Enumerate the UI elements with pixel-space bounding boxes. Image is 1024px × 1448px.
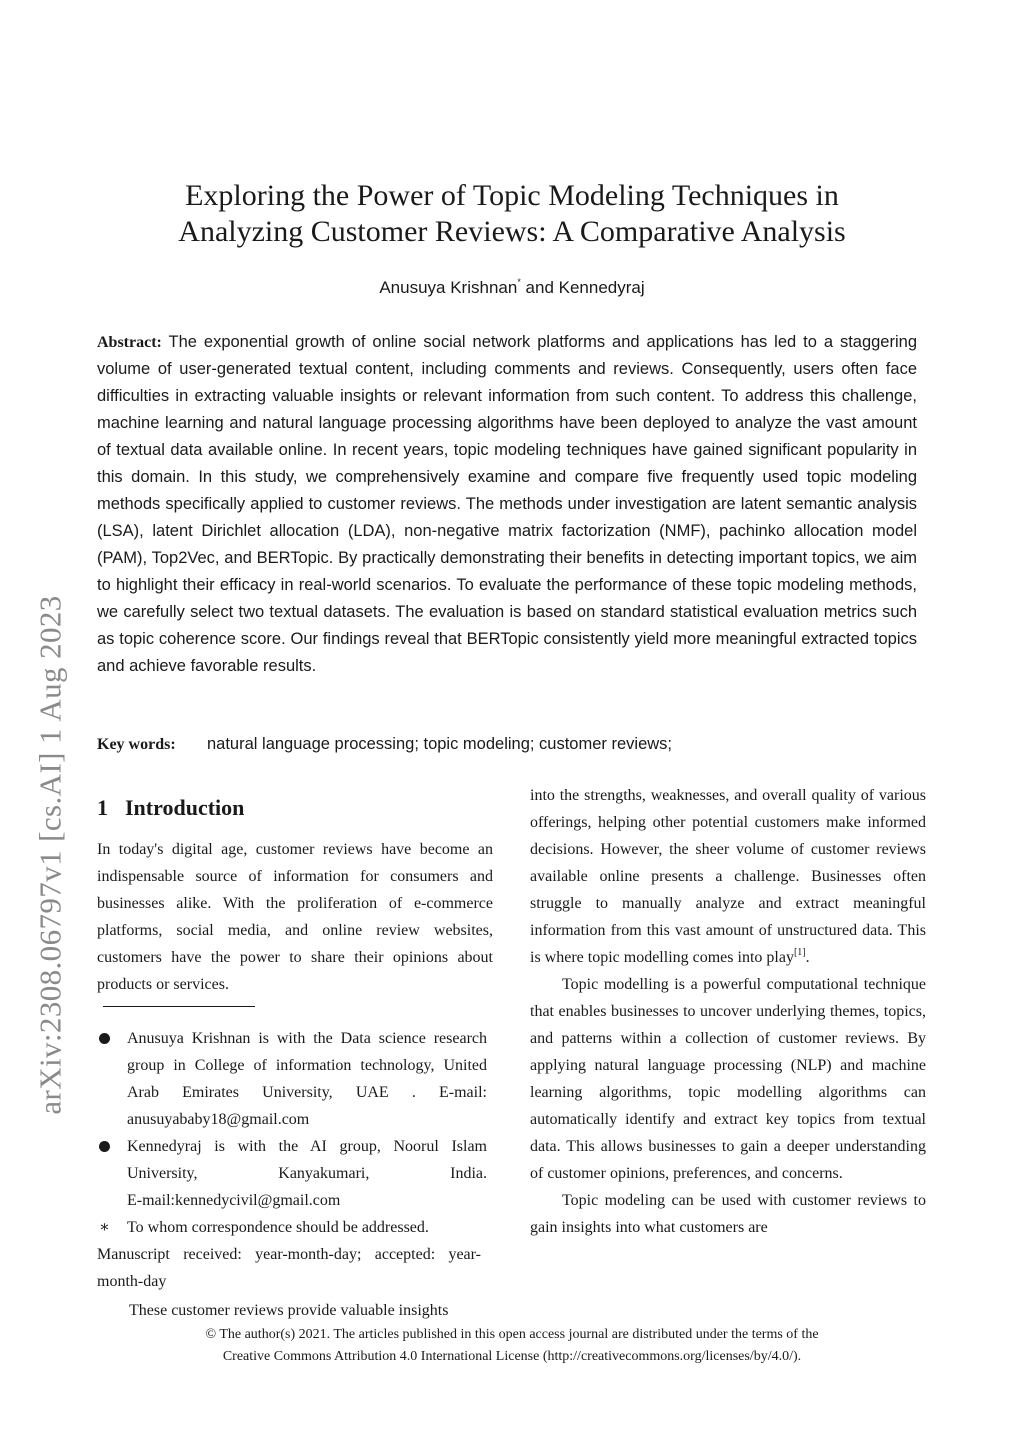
license-line-2: Creative Commons Attribution 4.0 International License (http://creativecommons.org/licenses/by/4.0/). — [222, 1349, 802, 1364]
arxiv-identifier-stamp — [26, 570, 76, 1140]
footnote-author-2 — [97, 1133, 487, 1214]
section-number: 1 — [97, 795, 108, 820]
intro-paragraph-2-end: . — [805, 949, 810, 966]
keywords-label: Key words: — [97, 736, 176, 753]
footnote-author-2-email: E-mail:kennedycivil@gmail.com — [127, 1192, 341, 1209]
footnote-author-1 — [97, 1025, 487, 1133]
intro-paragraph-2-start: These customer reviews provide valuable insights — [129, 1302, 449, 1319]
footnote-correspondence-text: To whom correspondence should be addressed. — [127, 1219, 429, 1236]
arxiv-identifier-text: arXiv:2308.06797v1 [cs.AI] 1 Aug 2023 — [33, 595, 69, 1115]
intro-paragraph-1: In today's digital age, customer reviews have become an indispensable source of information for consumers and businesses alike. With the proliferation of e-commerce platforms, social media, and online review websites, customers have the power to share their opinions about products or services. — [97, 841, 493, 993]
right-column — [530, 782, 926, 1241]
section-title: Introduction — [125, 795, 245, 820]
author-name-1: Anusuya Krishnan — [379, 278, 518, 297]
footnote-author-1-text: Anusuya Krishnan is with the Data science research group in College of information technology, United Arab Emirates University, UAE . E-mail: anusuyababy18@gmail.com — [127, 1030, 487, 1128]
section-heading-introduction — [97, 792, 493, 824]
title-line-2: Analyzing Customer Reviews: A Comparative Analysis — [178, 215, 846, 248]
keywords-block — [97, 732, 917, 757]
author-name-2: and Kennedyraj — [520, 278, 645, 297]
intro-paragraph-4-start: Topic modeling can be used with customer reviews to gain insights into what customers are — [530, 1192, 926, 1236]
keywords-text: natural language processing; topic modeling; customer reviews; — [207, 735, 672, 753]
corresponding-author-mark: * — [517, 277, 521, 287]
manuscript-dates-note: Manuscript received: year-month-day; accepted: year-month-day — [97, 1246, 481, 1290]
abstract-text: The exponential growth of online social network platforms and applications has led to a staggering volume of user-generated textual content, including comments and reviews. Consequently, users often face difficulties in extracting valuable insights or relevant information from such content. To address this challenge, machine learning and natural language processing algorithms have been deployed to analyze the vast amount of textual data available online. In recent years, topic modeling techniques have gained significant popularity in this domain. In this study, we comprehensively examine and compare five frequently used topic modeling methods specifically applied to customer reviews. The methods under investigation are latent semantic analysis (LSA), latent Dirichlet allocation (LDA), non-negative matrix factorization (NMF), pachinko allocation model (PAM), Top2Vec, and BERTopic. By practically demonstrating their benefits in detecting important topics, we aim to highlight their efficacy in real-world scenarios. To evaluate the performance of these topic modeling methods, we carefully select two textual datasets. The evaluation is based on standard statistical evaluation metrics such as topic coherence score. Our findings reveal that BERTopic consistently yield more meaningful extracted topics and achieve favorable results. — [97, 333, 917, 675]
left-column — [97, 792, 493, 1324]
footnote-divider — [103, 1006, 255, 1007]
citation-ref-1[interactable]: [1] — [793, 947, 806, 958]
abstract-block — [97, 329, 917, 680]
intro-paragraph-3: Topic modelling is a powerful computational technique that enables businesses to uncover underlying themes, topics, and patterns within a collection of customer reviews. By applying natural language processing (NLP) and machine learning algorithms, topic modelling algorithms can automatically identify and extract key topics from textual data. This allows businesses to gain a deeper understanding of customer opinions, preferences, and concerns. — [530, 976, 926, 1182]
asterisk-icon: ∗ — [99, 1219, 110, 1236]
footnote-bullet-icon — [99, 1033, 110, 1044]
footnote-author-2-text: Kennedyraj is with the AI group, Noorul Islam University, Kanyakumari, India. — [127, 1138, 487, 1182]
abstract-label: Abstract: — [97, 334, 162, 351]
license-notice — [0, 1324, 1024, 1368]
license-line-1: © The author(s) 2021. The articles published in this open access journal are distributed under the terms of the — [205, 1327, 819, 1342]
intro-paragraph-2-text: into the strengths, weaknesses, and overall quality of various offerings, helping other potential customers make informed decisions. However, the sheer volume of customer reviews available online presents a challenge. Businesses often struggle to manually analyze and extract meaningful information from this vast amount of unstructured data. This is where topic modelling comes into play — [530, 787, 926, 966]
paper-title — [120, 178, 904, 250]
intro-paragraph-2-continued — [530, 782, 926, 971]
footnote-bullet-icon — [99, 1141, 110, 1152]
title-line-1: Exploring the Power of Topic Modeling Techniques in — [185, 179, 839, 212]
footnote-correspondence — [97, 1214, 487, 1241]
author-line — [0, 277, 1024, 298]
